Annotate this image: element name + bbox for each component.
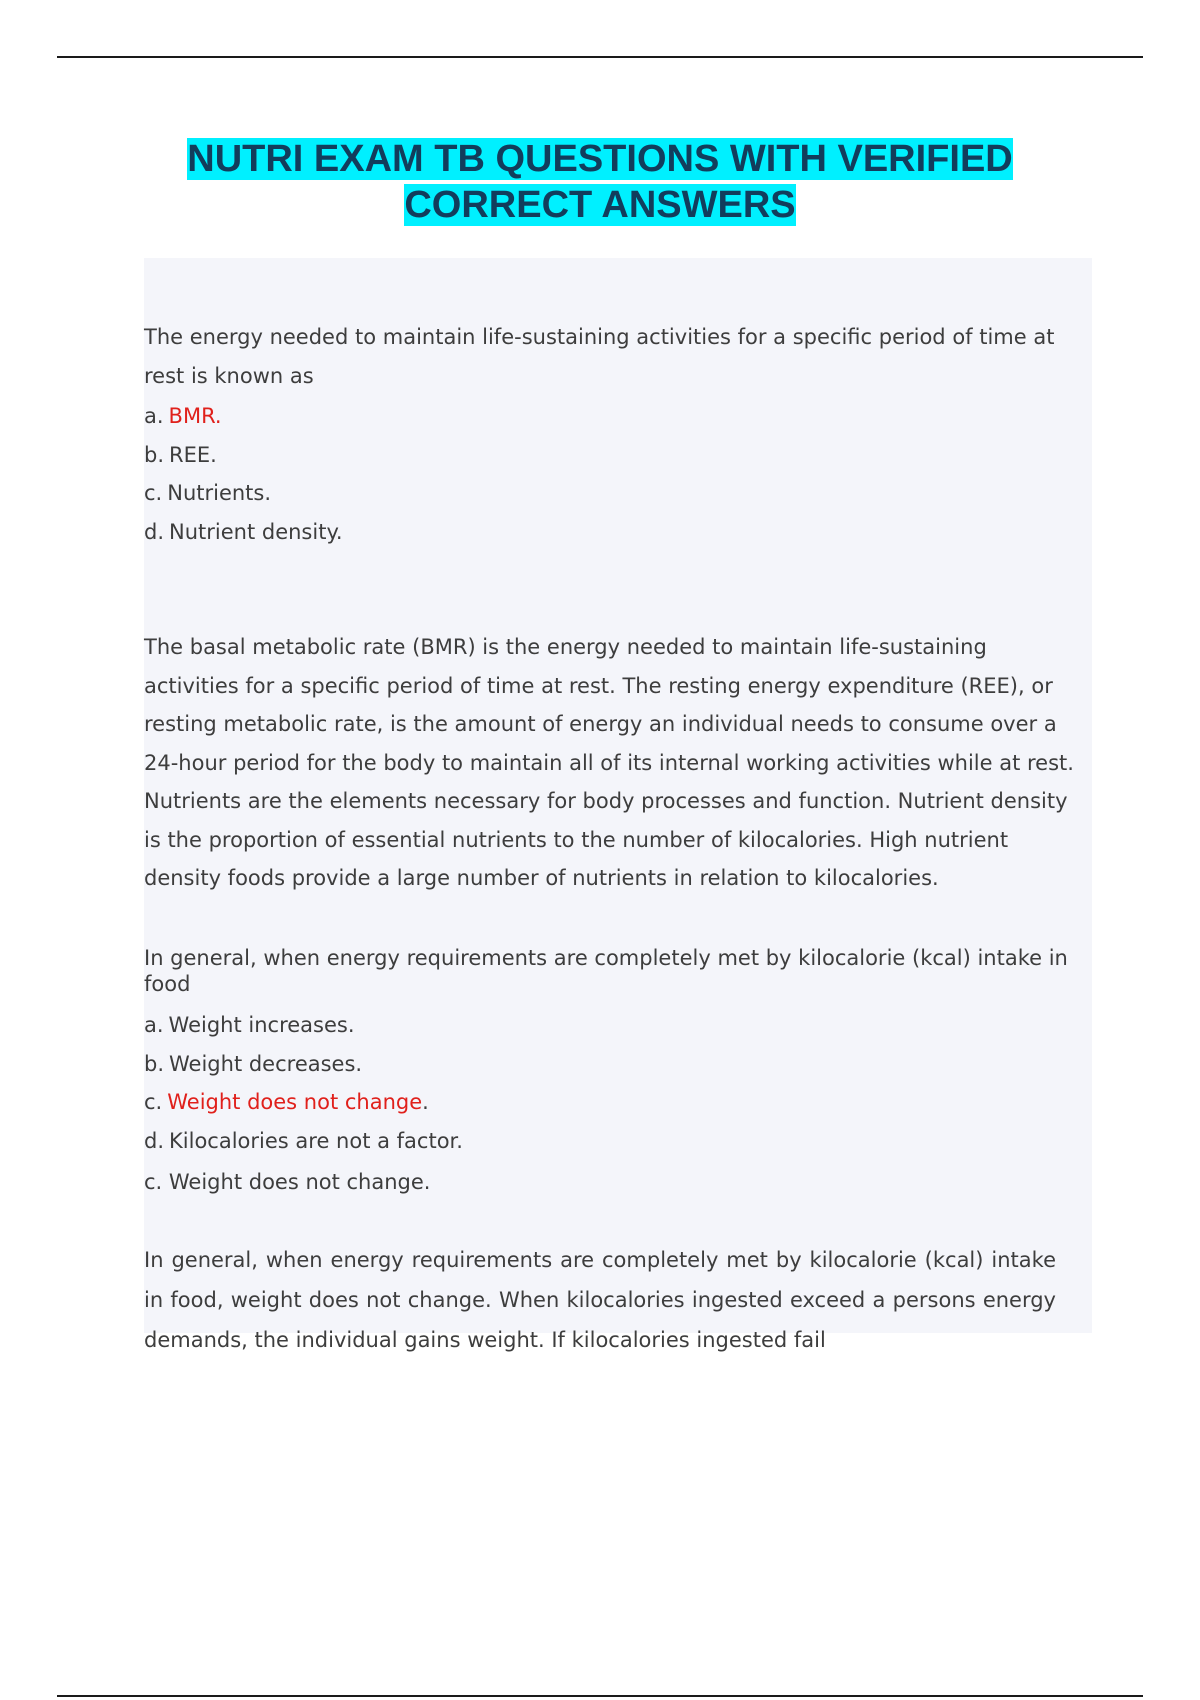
option-letter: a. [144,404,164,428]
option-item [144,1006,463,1045]
question-2-answer: c. Weight does not change. [144,1170,431,1194]
option-text: Nutrient density. [169,519,343,544]
option-text-correct: Weight does not change [167,1090,423,1114]
question-1-options [144,397,343,551]
document-title [100,136,1100,228]
option-letter: d. [144,1128,165,1153]
option-letter: c. [144,481,163,505]
top-rule [57,56,1143,58]
option-text: Nutrients. [167,481,272,505]
option-suffix: . [422,1090,429,1114]
bottom-rule [57,1695,1143,1697]
option-letter: b. [144,1051,165,1076]
option-item [144,1083,463,1122]
option-letter: c. [144,1090,163,1114]
option-text: REE. [169,442,217,467]
option-letter: a. [144,1013,164,1037]
option-text: Weight decreases. [169,1051,363,1076]
question-2-explanation: In general, when energy requirements are completely met by kilocalorie (kcal) intake in food, weight does not change. When kilocalories ingested exceed a persons energy demands, the individual gains weight. If kilocalories ingested fail [144,1248,1056,1352]
question-2-options [144,1006,463,1160]
option-item [144,513,343,552]
content-panel [144,258,1092,1352]
option-text: Kilocalories are not a factor. [169,1128,463,1153]
option-letter: d. [144,519,165,544]
option-item [144,474,343,513]
option-text-correct: BMR. [168,404,222,428]
question-1-stem: The energy needed to maintain life-sustaining activities for a specific period of time at rest is known as [144,325,1055,388]
option-item [144,436,343,475]
title-line-2: CORRECT ANSWERS [404,184,796,226]
option-text: Weight increases. [168,1013,355,1037]
question-1-explanation: The basal metabolic rate (BMR) is the energy needed to maintain life-sustaining activities for a specific period of time at rest. The resting energy expenditure (REE), or resting metabolic rate, is the amount of energy an individual needs to consume over a 24-hour period for the body to maintain all of its internal working activities while at rest. Nutrients are the elements necessary for body processes and function. Nutrient density is the proportion of essential nutrients to the number of kilocalories. High nutrient density foods provide a large number of nutrients in relation to kilocalories. [144,635,1074,890]
title-line-1: NUTRI EXAM TB QUESTIONS WITH VERIFIED [187,138,1013,180]
option-item [144,1045,463,1084]
option-item [144,397,343,436]
option-letter: b. [144,442,165,467]
question-2-stem: In general, when energy requirements are completely met by kilocalorie (kcal) intake in food [144,946,1068,996]
option-item [144,1122,463,1161]
